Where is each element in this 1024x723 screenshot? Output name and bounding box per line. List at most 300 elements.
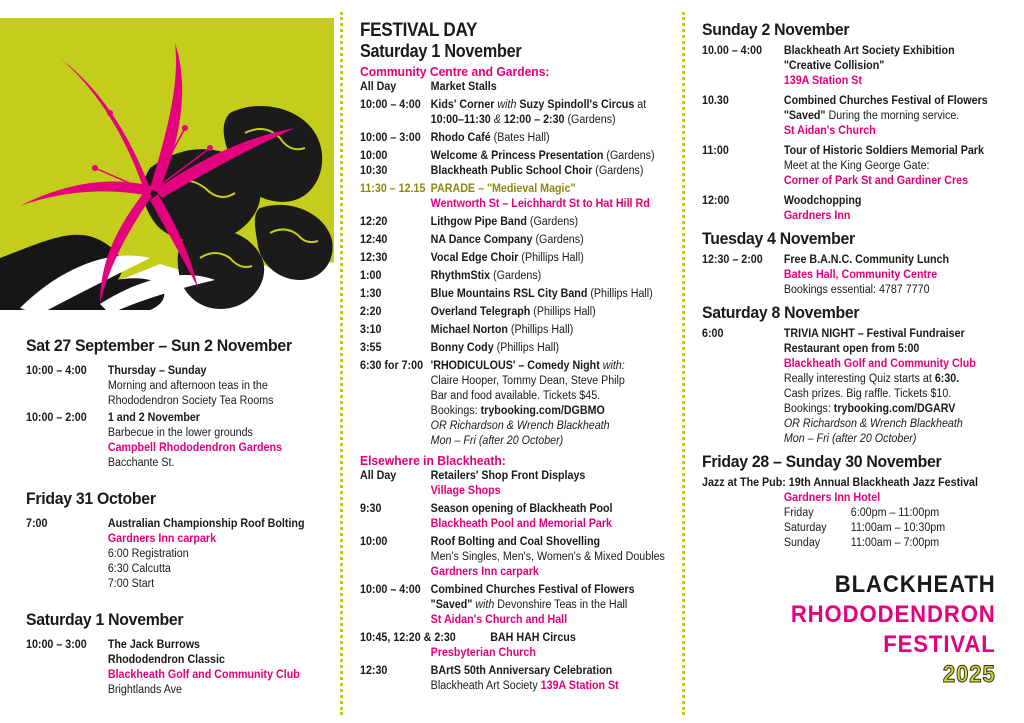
- text-run: Kids' Corner: [430, 99, 498, 111]
- text-run: NA Dance Company: [430, 234, 533, 246]
- event-line: [360, 646, 681, 661]
- text-run: Australian Championship Roof Bolting: [107, 518, 305, 530]
- text-run: Blue Mountains RSL City Band: [430, 288, 588, 300]
- text-run: (Gardens): [564, 114, 616, 126]
- event-line: [431, 341, 682, 356]
- event-row: [360, 269, 681, 284]
- event-details: [108, 638, 327, 698]
- section-heading: Tuesday 4 November: [702, 229, 855, 248]
- jazz-day: Friday: [783, 507, 814, 519]
- text-run: Combined Churches Festival of Flowers: [783, 95, 988, 107]
- text-run: Welcome & Princess Presentation: [430, 150, 604, 162]
- event-time: 10:00 – 3:00: [360, 132, 421, 144]
- text-run: (Gardens): [532, 234, 584, 246]
- event-details: [431, 287, 682, 302]
- text-run: RhythmStix: [430, 270, 491, 282]
- text-run: (Phillips Hall): [587, 288, 653, 300]
- festival-day-date: Saturday 1 November: [360, 41, 522, 61]
- event-details: [360, 631, 681, 661]
- event-time: 12:20: [360, 216, 388, 228]
- event-line: [784, 194, 1008, 209]
- event-line: [108, 441, 327, 456]
- event-line: [431, 374, 682, 389]
- event-details: [431, 269, 682, 284]
- text-run: Restaurant open from 5:00: [783, 343, 920, 355]
- event-time: 11:00: [702, 145, 729, 157]
- event-line: [431, 359, 682, 374]
- event-time: All Day: [360, 81, 397, 93]
- event-line: [108, 426, 327, 441]
- text-run: Corner of Park St and Gardiner Cres: [783, 175, 969, 187]
- text-run: Devonshire Teas in the Hall: [497, 599, 628, 611]
- group-subheading: Community Centre and Gardens:: [360, 64, 550, 79]
- event-row: [26, 364, 327, 409]
- event-time: 10.30: [702, 95, 729, 107]
- event-line: [784, 372, 1008, 387]
- jazz-intro: [702, 476, 1008, 491]
- section-heading: Friday 31 October: [26, 489, 156, 508]
- event-line: [431, 197, 682, 212]
- text-run: Brightlands Ave: [107, 684, 182, 696]
- text-run: 6:00 Registration: [107, 548, 189, 560]
- event-line: [784, 357, 1008, 372]
- event-details: [431, 149, 682, 164]
- event-details: [431, 80, 682, 95]
- event-time: 6:30 for 7:00: [360, 360, 424, 372]
- text-run: (Gardens): [490, 270, 542, 282]
- event-line: [431, 404, 682, 419]
- event-row: [360, 502, 681, 532]
- event-row: [360, 287, 681, 302]
- text-run: During the morning service.: [825, 110, 960, 122]
- event-row: [702, 94, 1008, 139]
- event-line: [431, 233, 682, 248]
- event-row: [702, 253, 1008, 298]
- event-time: 10:00: [360, 150, 388, 162]
- event-time: 10:00 – 4:00: [26, 365, 87, 377]
- event-details: [431, 359, 682, 449]
- column-divider-2: [682, 12, 685, 715]
- text-run: Bar and food available. Tickets $45.: [430, 390, 601, 402]
- event-line: [784, 74, 1008, 89]
- event-line: [108, 683, 327, 698]
- event-time: 12:00: [702, 195, 730, 207]
- event-details: [431, 305, 682, 320]
- column-3: [702, 20, 1007, 551]
- rhododendron-artwork: [0, 18, 334, 318]
- event-time: 12:30: [360, 665, 388, 677]
- event-line: [784, 174, 1008, 189]
- text-run: (Gardens): [592, 165, 644, 177]
- text-run: "Creative Collision": [783, 60, 885, 72]
- section-heading: Sat 27 September – Sun 2 November: [26, 336, 292, 355]
- event-line: [431, 664, 682, 679]
- logo-year: 2025: [943, 661, 996, 688]
- event-time: 6:00: [702, 328, 724, 340]
- event-line: [431, 484, 682, 499]
- text-run: Blackheath Public School Choir: [430, 165, 593, 177]
- text-run: Gardners Inn: [783, 210, 851, 222]
- event-details: [431, 215, 682, 230]
- flower-illustration: [0, 18, 334, 318]
- event-line: [108, 411, 327, 426]
- event-line: [108, 547, 327, 562]
- event-details: [784, 44, 1008, 89]
- event-details: [431, 164, 682, 179]
- event-time: 11:30 – 12.15: [360, 183, 426, 195]
- event-row: [360, 305, 681, 320]
- event-line: [784, 327, 1008, 342]
- text-run: &: [490, 114, 504, 126]
- event-line: [431, 502, 682, 517]
- group-subheading: Elsewhere in Blackheath:: [360, 453, 506, 468]
- event-details: [784, 253, 1008, 298]
- event-line: [784, 159, 1008, 174]
- text-run: Lithgow Pipe Band: [430, 216, 527, 228]
- event-line: [431, 131, 682, 146]
- event-line: [431, 389, 682, 404]
- text-run: Vocal Edge Choir: [430, 252, 519, 264]
- text-run: Rhododendron Society Tea Rooms: [107, 395, 274, 407]
- event-row: [702, 327, 1008, 447]
- event-line: [108, 517, 327, 532]
- text-run: Really interesting Quiz starts at: [783, 373, 935, 385]
- event-line: [784, 109, 1008, 124]
- event-line: [431, 598, 682, 613]
- text-run: Barbecue in the lower grounds: [107, 427, 253, 439]
- event-line: [784, 209, 1008, 224]
- event-time: 10.00 – 4:00: [702, 45, 763, 57]
- event-row: [26, 411, 327, 471]
- event-line: [431, 251, 682, 266]
- text-run: Tour of Historic Soldiers Memorial Park: [783, 145, 984, 157]
- event-line: [108, 638, 327, 653]
- jazz-day: Saturday: [783, 522, 827, 534]
- event-line: [784, 44, 1008, 59]
- text-run: (Phillips Hall): [507, 324, 574, 336]
- event-row: [360, 80, 681, 95]
- text-run: Bookings:: [430, 405, 481, 417]
- text-run: Claire Hooper, Tommy Dean, Steve Philp: [430, 375, 625, 387]
- text-run: OR Richardson & Wrench Blackheath: [783, 418, 963, 430]
- event-line: [784, 59, 1008, 74]
- festival-day-column: [360, 20, 680, 697]
- text-run: 'RHODICULOUS' – Comedy Night: [430, 360, 600, 372]
- event-line: [431, 419, 682, 434]
- text-run: Blackheath Art Society: [430, 680, 541, 692]
- event-line: [784, 417, 1008, 432]
- event-time: 1:30: [360, 288, 382, 300]
- text-run: Wentworth St – Leichhardt St to Hat Hill Rd: [430, 198, 650, 210]
- text-run: "Saved": [783, 110, 826, 122]
- event-time: 2:20: [360, 306, 382, 318]
- event-time: 12:40: [360, 234, 388, 246]
- event-line: [784, 432, 1008, 447]
- jazz-hours: 11:00am – 7:00pm: [850, 537, 940, 549]
- event-row: [360, 164, 681, 179]
- text-run: St Aidan's Church: [783, 125, 876, 137]
- event-row: [360, 149, 681, 164]
- event-line: [784, 268, 1008, 283]
- event-line: [108, 364, 327, 379]
- event-time: All Day: [360, 470, 397, 482]
- event-row: [26, 638, 327, 698]
- text-run: Bookings essential: 4787 7770: [783, 284, 930, 296]
- event-line: [108, 456, 327, 471]
- text-run: BAH HAH Circus: [490, 632, 576, 644]
- event-details: [431, 323, 682, 338]
- event-time: 12:30: [360, 252, 388, 264]
- text-run: (Gardens): [603, 150, 655, 162]
- text-run: Roof Bolting and Coal Shovelling: [430, 536, 601, 548]
- event-time: 3:10: [360, 324, 382, 336]
- text-run: 6:30 Calcutta: [107, 563, 171, 575]
- text-run: Suzy Spindoll's Circus: [519, 99, 635, 111]
- event-row: [702, 144, 1008, 189]
- text-run: The Jack Burrows: [107, 639, 200, 651]
- event-row: [360, 233, 681, 248]
- text-run: Bates Hall, Community Centre: [783, 269, 938, 281]
- text-run: "Saved": [430, 599, 476, 611]
- text-run: Bacchante St.: [107, 457, 175, 469]
- text-run: Mon – Fri (after 20 October): [783, 433, 917, 445]
- event-time: 10:00 – 3:00: [26, 639, 87, 651]
- event-details: [431, 664, 682, 694]
- text-run: trybooking.com/DGARV: [833, 403, 956, 415]
- event-details: [431, 233, 682, 248]
- event-time: 10:00: [360, 536, 388, 548]
- text-run: Market Stalls: [430, 81, 497, 93]
- text-run: TRIVIA NIGHT – Festival Fundraiser: [783, 328, 965, 340]
- event-time: 10:00 – 4:00: [360, 99, 421, 111]
- event-row: [360, 341, 681, 356]
- event-line: [360, 631, 681, 646]
- event-line: [108, 379, 327, 394]
- event-time: 3:55: [360, 342, 382, 354]
- text-run: 6:30.: [934, 373, 960, 385]
- text-run: 10:00–11:30: [430, 114, 491, 126]
- event-time: 10:00 – 2:00: [26, 412, 87, 424]
- logo-line-3: FESTIVAL: [883, 631, 996, 658]
- text-run: Blackheath Golf and Community Club: [107, 669, 300, 681]
- event-details: [108, 364, 327, 409]
- event-line: [431, 583, 682, 598]
- text-run: BArtS 50th Anniversary Celebration: [430, 665, 613, 677]
- event-line: [784, 402, 1008, 417]
- event-row: [26, 517, 327, 592]
- event-details: [431, 535, 682, 580]
- event-line: [784, 94, 1008, 109]
- jazz-hours: 11:00am – 10:30pm: [850, 522, 946, 534]
- text-run: Michael Norton: [430, 324, 508, 336]
- event-row: [360, 469, 681, 499]
- text-run: with: [475, 599, 498, 611]
- event-line: [431, 565, 682, 580]
- text-run: 7:00 Start: [107, 578, 155, 590]
- event-time: 10:00 – 4:00: [360, 584, 421, 596]
- event-line: [784, 342, 1008, 357]
- event-line: [784, 283, 1008, 298]
- event-line: [431, 113, 682, 128]
- event-details: [784, 94, 1008, 139]
- event-row: [360, 251, 681, 266]
- event-details: [431, 251, 682, 266]
- event-row: [702, 44, 1008, 89]
- text-run: Mon – Fri (after 20 October): [430, 435, 564, 447]
- text-run: 139A Station St: [783, 75, 862, 87]
- event-line: [108, 577, 327, 592]
- text-run: Presbyterian Church: [430, 647, 536, 659]
- event-time: 7:00: [26, 518, 48, 530]
- column-1: [0, 0, 340, 723]
- text-run: 12:00 – 2:30: [503, 114, 565, 126]
- event-line: [108, 532, 327, 547]
- event-line: [431, 215, 682, 230]
- text-run: (Bates Hall): [490, 132, 550, 144]
- text-run: with: [497, 99, 520, 111]
- text-run: Rhododendron Classic: [107, 654, 225, 666]
- jazz-intro-text: Jazz at The Pub: 19th Annual Blackheath Jazz Festival: [702, 477, 978, 489]
- jazz-venue: [702, 491, 1008, 506]
- text-run: Bookings:: [783, 403, 834, 415]
- jazz-hours: 6:00pm – 11:00pm: [850, 507, 940, 519]
- event-row: [360, 131, 681, 146]
- festival-logo: [791, 570, 996, 690]
- event-line: [431, 434, 682, 449]
- logo-line-1: BLACKHEATH: [835, 571, 996, 598]
- text-run: Season opening of Blackheath Pool: [430, 503, 613, 515]
- event-time: 12:30 – 2:00: [702, 254, 763, 266]
- festival-day-title: FESTIVAL DAY: [360, 20, 478, 41]
- event-details: [431, 131, 682, 146]
- event-details: [784, 327, 1008, 447]
- text-run: St Aidan's Church and Hall: [430, 614, 568, 626]
- logo-line-2: RHODODENDRON: [791, 601, 996, 628]
- event-line: [431, 269, 682, 284]
- text-run: Gardners Inn carpark: [430, 566, 539, 578]
- event-line: [431, 323, 682, 338]
- event-row: [360, 215, 681, 230]
- section-spacer: [26, 473, 326, 489]
- jazz-day: Sunday: [783, 537, 821, 549]
- text-run: Overland Telegraph: [430, 306, 531, 318]
- event-details: [784, 194, 1008, 224]
- text-run: (Phillips Hall): [530, 306, 596, 318]
- event-row: [360, 182, 681, 212]
- column-divider-1: [340, 12, 343, 715]
- event-line: [431, 535, 682, 550]
- text-run: OR Richardson & Wrench Blackheath: [430, 420, 610, 432]
- text-run: Men's Singles, Men's, Women's & Mixed Doubles: [430, 551, 665, 563]
- text-run: at: [634, 99, 647, 111]
- event-details: [108, 517, 327, 592]
- text-run: Bonny Cody: [430, 342, 494, 354]
- text-run: Blackheath Art Society Exhibition: [783, 45, 955, 57]
- event-details: [108, 411, 327, 471]
- text-run: Retailers' Shop Front Displays: [430, 470, 586, 482]
- event-time: 9:30: [360, 503, 382, 515]
- text-run: Village Shops: [430, 485, 501, 497]
- text-run: 1 and 2 November: [107, 412, 200, 424]
- event-line: [431, 98, 682, 113]
- event-line: [431, 149, 682, 164]
- event-line: [784, 124, 1008, 139]
- text-run: with:: [599, 360, 625, 372]
- event-line: [431, 287, 682, 302]
- event-row: [360, 323, 681, 338]
- event-line: [431, 182, 682, 197]
- event-line: [784, 253, 1008, 268]
- text-run: Cash prizes. Big raffle. Tickets $10.: [783, 388, 952, 400]
- event-line: [108, 668, 327, 683]
- event-line: [431, 517, 682, 532]
- text-run: 139A Station St: [540, 680, 619, 692]
- event-line: [431, 550, 682, 565]
- event-line: [784, 144, 1008, 159]
- event-row: [702, 194, 1008, 224]
- section-heading: Sunday 2 November: [702, 20, 850, 39]
- event-line: [108, 653, 327, 668]
- event-details: [431, 502, 682, 532]
- event-details: [431, 98, 682, 128]
- section-heading: Saturday 8 November: [702, 303, 860, 322]
- jazz-venue-text: Gardners Inn Hotel: [783, 492, 881, 504]
- event-line: [431, 305, 682, 320]
- event-row: [360, 535, 681, 580]
- event-details: [431, 469, 682, 499]
- text-run: Rhodo Café: [430, 132, 491, 144]
- event-line: [431, 80, 682, 95]
- text-run: Woodchopping: [783, 195, 862, 207]
- text-run: PARADE – "Medieval Magic": [430, 183, 576, 195]
- event-line: [108, 562, 327, 577]
- text-run: (Phillips Hall): [518, 252, 584, 264]
- festival-day-groups: [360, 64, 680, 694]
- text-run: Campbell Rhododendron Gardens: [107, 442, 282, 454]
- text-run: trybooking.com/DGBMO: [480, 405, 605, 417]
- text-run: (Gardens): [526, 216, 579, 228]
- jazz-row: [702, 536, 1008, 551]
- event-line: [431, 613, 682, 628]
- event-details: [784, 144, 1008, 189]
- text-run: Blackheath Pool and Memorial Park: [430, 518, 612, 530]
- event-line: [431, 164, 682, 179]
- section-spacer: [26, 594, 326, 610]
- jazz-row: [702, 506, 1008, 521]
- text-run: Combined Churches Festival of Flowers: [430, 584, 635, 596]
- event-details: [431, 182, 682, 212]
- event-line: [108, 394, 327, 409]
- text-run: Thursday – Sunday: [107, 365, 207, 377]
- event-row: [360, 664, 681, 694]
- jazz-row: [702, 521, 1008, 536]
- event-row: [360, 359, 681, 449]
- event-row: 10:45, 12:20 & 2:30 BAH HAH Circus Presbyterian Church: [360, 631, 681, 661]
- text-run: Morning and afternoon teas in the: [107, 380, 268, 392]
- text-run: (Phillips Hall): [493, 342, 560, 354]
- event-line: [431, 469, 682, 484]
- text-run: Gardners Inn carpark: [107, 533, 217, 545]
- event-line: [784, 387, 1008, 402]
- event-time: 1:00: [360, 270, 382, 282]
- text-run: Meet at the King George Gate:: [783, 160, 930, 172]
- event-line: [431, 679, 682, 694]
- event-details: [431, 341, 682, 356]
- event-row: [360, 583, 681, 628]
- event-row: [360, 98, 681, 128]
- event-time: 10:30: [360, 165, 388, 177]
- early-events: [26, 336, 326, 700]
